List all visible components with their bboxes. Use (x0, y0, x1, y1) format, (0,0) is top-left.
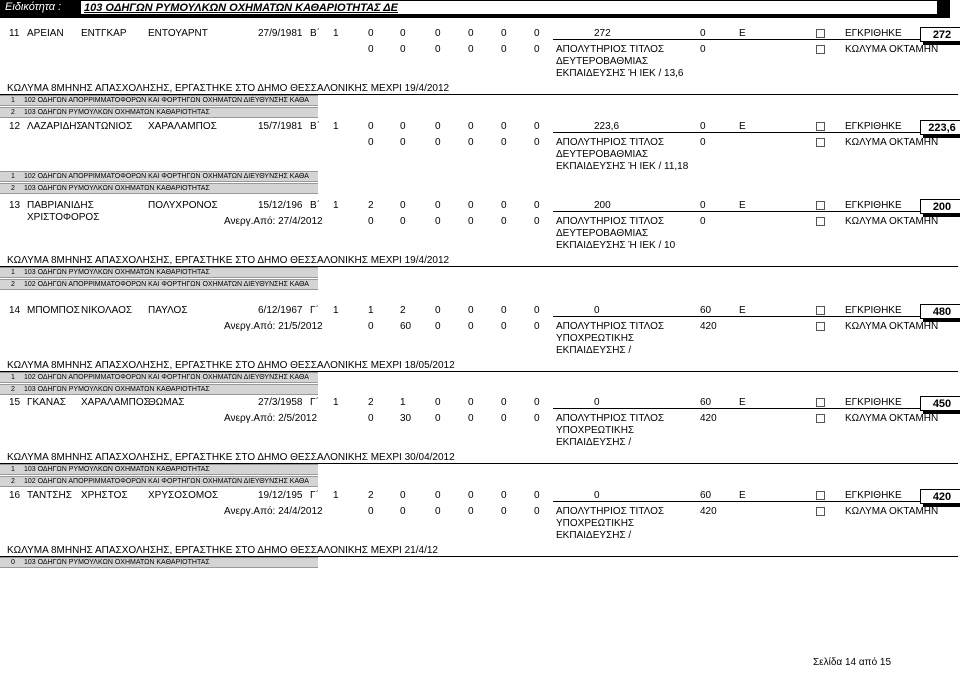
criteria-value: 0 (400, 121, 406, 132)
degree-title: ΕΚΠΑΙΔΕΥΣΗΣ / (556, 437, 632, 448)
father-name: ΧΑΡΑΛΑΜΠΟΣ (148, 121, 217, 132)
record-number: 14 (9, 305, 21, 316)
criteria-value: 0 (435, 216, 441, 227)
criteria-value: 2 (368, 490, 374, 501)
kolyma-status: ΚΩΛΥΜΑ ΟΚΤΑΜΗΝ (845, 413, 939, 424)
criteria-value: 0 (435, 28, 441, 39)
criteria-value: 1 (333, 28, 339, 39)
e-flag: Ε (739, 397, 746, 408)
criteria-value: 0 (435, 44, 441, 55)
criteria-value: 0 (400, 490, 406, 501)
experience-score: 60 (700, 305, 712, 316)
criteria-value: 2 (368, 200, 374, 211)
note: ΚΩΛΥΜΑ 8ΜΗΝΗΣ ΑΠΑΣΧΟΛΗΣΗΣ, ΕΡΓΑΣΤΗΚΕ ΣΤΟ ΔΗΜΟ ΘΕΣΣΑΛΟΝΙΚΗΣ ΜΕΧΡΙ 19/4/2012 (7, 83, 450, 94)
criteria-value: 0 (468, 413, 474, 424)
degree-title: ΑΠΟΛΥΤΗΡΙΟΣ ΤΙΤΛΟΣ (556, 216, 665, 227)
criteria-value: 0 (435, 397, 441, 408)
total-score: 223,6 (920, 120, 960, 135)
preference-number: 1 (11, 374, 15, 381)
note: ΚΩΛΥΜΑ 8ΜΗΝΗΣ ΑΠΑΣΧΟΛΗΣΗΣ, ΕΡΓΑΣΤΗΚΕ ΣΤΟ ΔΗΜΟ ΘΕΣΣΑΛΟΝΙΚΗΣ ΜΕΧΡΙ 19/4/2012 (7, 255, 450, 266)
score: 223,6 (594, 121, 620, 132)
checkbox (816, 322, 825, 331)
e-flag: Ε (739, 121, 746, 132)
criteria-value: 0 (534, 44, 540, 55)
unemployment-date: Ανεργ.Από: 21/5/2012 (224, 321, 323, 332)
degree-title: ΑΠΟΛΥΤΗΡΙΟΣ ΤΙΤΛΟΣ (556, 506, 665, 517)
criteria-value: 0 (501, 44, 507, 55)
note: ΚΩΛΥΜΑ 8ΜΗΝΗΣ ΑΠΑΣΧΟΛΗΣΗΣ, ΕΡΓΑΣΤΗΚΕ ΣΤΟ ΔΗΜΟ ΘΕΣΣΑΛΟΝΙΚΗΣ ΜΕΧΡΙ 30/04/2012 (7, 452, 455, 463)
criteria-value: 30 (400, 413, 412, 424)
experience-score: 60 (700, 490, 712, 501)
criteria-value: 0 (368, 121, 374, 132)
preference-specialty: 103 ΟΔΗΓΩΝ ΡΥΜΟΥΛΚΩΝ ΟΧΗΜΑΤΩΝ ΚΑΘΑΡΙΟΤΗΤΑΣ (24, 185, 210, 192)
preference-row (0, 464, 318, 475)
criteria-value: 0 (435, 137, 441, 148)
criteria-value: 60 (400, 321, 412, 332)
preference-specialty: 102 ΟΔΗΓΩΝ ΑΠΟΡΡΙΜΜΑΤΟΦΟΡΩΝ ΚΑΙ ΦΟΡΤΗΓΩΝ ΟΧΗΜΑΤΩΝ ΔΙΕΥΘΥΝΣΗΣ ΚΑΘΑ (24, 478, 309, 485)
criteria-value: 0 (534, 490, 540, 501)
preference-number: 2 (11, 281, 15, 288)
birth-date: 15/7/1981 (258, 121, 303, 132)
criteria-value: 1 (333, 121, 339, 132)
criteria-value: 0 (368, 413, 374, 424)
birth-date: 15/12/196 (258, 200, 303, 211)
status: ΕΓΚΡΙΘΗΚΕ (845, 305, 902, 316)
preference-specialty: 102 ΟΔΗΓΩΝ ΑΠΟΡΡΙΜΜΑΤΟΦΟΡΩΝ ΚΑΙ ΦΟΡΤΗΓΩΝ ΟΧΗΜΑΤΩΝ ΔΙΕΥΘΥΝΣΗΣ ΚΑΘΑ (24, 173, 309, 180)
score: 0 (594, 305, 600, 316)
preference-number: 0 (11, 559, 15, 566)
degree-title: ΔΕΥΤΕΡΟΒΑΘΜΙΑΣ (556, 149, 649, 160)
birth-date: 6/12/1967 (258, 305, 303, 316)
title-score: 420 (700, 413, 717, 424)
preference-specialty: 103 ΟΔΗΓΩΝ ΡΥΜΟΥΛΚΩΝ ΟΧΗΜΑΤΩΝ ΚΑΘΑΡΙΟΤΗΤΑΣ (24, 466, 210, 473)
experience-score: 0 (700, 121, 706, 132)
first-name: ΕΝΤΓΚΑΡ (81, 28, 127, 39)
unemployment-date: Ανεργ.Από: 2/5/2012 (224, 413, 318, 424)
degree-title: ΑΠΟΛΥΤΗΡΙΟΣ ΤΙΤΛΟΣ (556, 413, 665, 424)
record-number: 15 (9, 397, 21, 408)
criteria-value: 2 (368, 397, 374, 408)
criteria-value: 1 (333, 490, 339, 501)
father-name: ΠΑΥΛΟΣ (148, 305, 188, 316)
criteria-value: 0 (468, 506, 474, 517)
criteria-value: 0 (501, 490, 507, 501)
criteria-value: 0 (435, 121, 441, 132)
score: 200 (594, 200, 611, 211)
criteria-value: 0 (468, 305, 474, 316)
preference-number: 1 (11, 466, 15, 473)
score: 0 (594, 490, 600, 501)
checkbox (816, 414, 825, 423)
checkbox (816, 217, 825, 226)
kolyma-status: ΚΩΛΥΜΑ ΟΚΤΑΜΗΝ (845, 506, 939, 517)
checkbox (816, 45, 825, 54)
surname: ΠΑΒΡΙΑΝΙΔΗΣ (27, 200, 94, 211)
criteria-value: 2 (400, 305, 406, 316)
unemployment-date: Ανεργ.Από: 24/4/2012 (224, 506, 323, 517)
page-number: Σελίδα 14 από 15 (813, 657, 892, 668)
degree-title: ΑΠΟΛΥΤΗΡΙΟΣ ΤΙΤΛΟΣ (556, 44, 665, 55)
degree-title: ΑΠΟΛΥΤΗΡΙΟΣ ΤΙΤΛΟΣ (556, 321, 665, 332)
criteria-value: 0 (468, 200, 474, 211)
total-score: 450 (920, 396, 960, 411)
preference-row (0, 107, 318, 118)
criteria-value: 0 (368, 137, 374, 148)
degree-title: ΥΠΟΧΡΕΩΤΙΚΗΣ (556, 425, 635, 436)
criteria-value: 0 (501, 413, 507, 424)
birth-date: 27/3/1958 (258, 397, 303, 408)
criteria-value: 0 (368, 216, 374, 227)
e-flag: Ε (739, 28, 746, 39)
degree-title: ΔΕΥΤΕΡΟΒΑΘΜΙΑΣ (556, 56, 649, 67)
criteria-value: 0 (435, 321, 441, 332)
checkbox (816, 138, 825, 147)
criteria-value: 0 (534, 506, 540, 517)
preference-row (0, 476, 318, 487)
criteria-value: 0 (468, 28, 474, 39)
first-name: ΧΡΙΣΤΟΦΟΡΟΣ (27, 212, 100, 223)
preference-specialty: 103 ΟΔΗΓΩΝ ΡΥΜΟΥΛΚΩΝ ΟΧΗΜΑΤΩΝ ΚΑΘΑΡΙΟΤΗΤΑΣ (24, 559, 210, 566)
score: 272 (594, 28, 611, 39)
criteria-value: 0 (501, 506, 507, 517)
criteria-value: 0 (368, 506, 374, 517)
preference-specialty: 103 ΟΔΗΓΩΝ ΡΥΜΟΥΛΚΩΝ ΟΧΗΜΑΤΩΝ ΚΑΘΑΡΙΟΤΗΤΑΣ (24, 109, 210, 116)
preference-specialty: 102 ΟΔΗΓΩΝ ΑΠΟΡΡΙΜΜΑΤΟΦΟΡΩΝ ΚΑΙ ΦΟΡΤΗΓΩΝ ΟΧΗΜΑΤΩΝ ΔΙΕΥΘΥΝΣΗΣ ΚΑΘΑ (24, 374, 309, 381)
surname: ΜΠΟΜΠΟΣ (27, 305, 80, 316)
criteria-value: 0 (534, 305, 540, 316)
checkbox (816, 507, 825, 516)
checkbox (816, 122, 825, 131)
experience-score: 0 (700, 200, 706, 211)
criteria-value: 0 (501, 200, 507, 211)
record-number: 13 (9, 200, 21, 211)
record-number: 11 (9, 28, 20, 39)
kolyma-status: ΚΩΛΥΜΑ ΟΚΤΑΜΗΝ (845, 216, 939, 227)
surname: ΓΚΑΝΑΣ (27, 397, 66, 408)
title-score: 0 (700, 137, 706, 148)
first-name: ΧΡΗΣΤΟΣ (81, 490, 128, 501)
criteria-value: 0 (534, 200, 540, 211)
preference-specialty: 103 ΟΔΗΓΩΝ ΡΥΜΟΥΛΚΩΝ ΟΧΗΜΑΤΩΝ ΚΑΘΑΡΙΟΤΗΤΑΣ (24, 386, 210, 393)
checkbox (816, 306, 825, 315)
note: ΚΩΛΥΜΑ 8ΜΗΝΗΣ ΑΠΑΣΧΟΛΗΣΗΣ, ΕΡΓΑΣΤΗΚΕ ΣΤΟ ΔΗΜΟ ΘΕΣΣΑΛΟΝΙΚΗΣ ΜΕΧΡΙ 21/4/12 (7, 545, 438, 556)
criteria-value: 0 (400, 28, 406, 39)
birth-date: 19/12/195 (258, 490, 303, 501)
preference-number: 2 (11, 386, 15, 393)
preference-number: 1 (11, 269, 15, 276)
preference-row (0, 279, 318, 290)
criteria-value: 0 (400, 44, 406, 55)
first-name: ΝΙΚΟΛΑΟΣ (81, 305, 133, 316)
surname: ΛΑΖΑΡΙΔΗΣ (27, 121, 83, 132)
preference-row (0, 95, 318, 106)
title-score: 420 (700, 506, 717, 517)
preference-specialty: 102 ΟΔΗΓΩΝ ΑΠΟΡΡΙΜΜΑΤΟΦΟΡΩΝ ΚΑΙ ΦΟΡΤΗΓΩΝ ΟΧΗΜΑΤΩΝ ΔΙΕΥΘΥΝΣΗΣ ΚΑΘΑ (24, 281, 309, 288)
criteria-value: 0 (468, 321, 474, 332)
total-score: 420 (920, 489, 960, 504)
record-number: 12 (9, 121, 21, 132)
total-score: 272 (920, 27, 960, 42)
criteria-value: 0 (501, 321, 507, 332)
status: ΕΓΚΡΙΘΗΚΕ (845, 397, 902, 408)
birth-date: 27/9/1981 (258, 28, 303, 39)
criteria-value: 0 (468, 216, 474, 227)
checkbox (816, 491, 825, 500)
experience-score: 60 (700, 397, 712, 408)
kolyma-status: ΚΩΛΥΜΑ ΟΚΤΑΜΗΝ (845, 137, 939, 148)
specialty-value: 103 ΟΔΗΓΩΝ ΡΥΜΟΥΛΚΩΝ ΟΧΗΜΑΤΩΝ ΚΑΘΑΡΙΟΤΗΤΑΣ ΔΕ (80, 0, 938, 15)
category: Β΄ (310, 200, 320, 211)
criteria-value: 0 (534, 216, 540, 227)
degree-title: ΕΚΠΑΙΔΕΥΣΗΣ Ή ΙΕΚ / 10 (556, 240, 676, 251)
category: Γ΄ (310, 490, 319, 501)
criteria-value: 0 (368, 44, 374, 55)
specialty-label: Ειδικότητα : (5, 1, 62, 13)
preference-row (0, 267, 318, 278)
criteria-value: 0 (400, 216, 406, 227)
surname: ΤΑΝΤΣΗΣ (27, 490, 72, 501)
preference-number: 2 (11, 109, 15, 116)
first-name: ΑΝΤΩΝΙΟΣ (81, 121, 133, 132)
score: 0 (594, 397, 600, 408)
criteria-value: 0 (534, 28, 540, 39)
record-number: 16 (9, 490, 21, 501)
father-name: ΕΝΤΟΥΑΡΝΤ (148, 28, 208, 39)
criteria-value: 0 (435, 200, 441, 211)
checkbox (816, 29, 825, 38)
criteria-value: 1 (333, 397, 339, 408)
preference-row (0, 372, 318, 383)
criteria-value: 0 (368, 28, 374, 39)
status: ΕΓΚΡΙΘΗΚΕ (845, 28, 902, 39)
e-flag: Ε (739, 200, 746, 211)
preference-number: 2 (11, 185, 15, 192)
category: Γ΄ (310, 305, 319, 316)
degree-title: ΑΠΟΛΥΤΗΡΙΟΣ ΤΙΤΛΟΣ (556, 137, 665, 148)
criteria-value: 0 (534, 137, 540, 148)
criteria-value: 0 (501, 397, 507, 408)
status: ΕΓΚΡΙΘΗΚΕ (845, 200, 902, 211)
e-flag: Ε (739, 490, 746, 501)
degree-title: ΥΠΟΧΡΕΩΤΙΚΗΣ (556, 333, 635, 344)
criteria-value: 1 (333, 305, 339, 316)
surname: ΑΡΕΙΑΝ (27, 28, 64, 39)
criteria-value: 0 (468, 121, 474, 132)
preference-specialty: 103 ΟΔΗΓΩΝ ΡΥΜΟΥΛΚΩΝ ΟΧΗΜΑΤΩΝ ΚΑΘΑΡΙΟΤΗΤΑΣ (24, 269, 210, 276)
preference-row (0, 183, 318, 194)
criteria-value: 0 (501, 305, 507, 316)
category: Β΄ (310, 121, 320, 132)
criteria-value: 0 (501, 216, 507, 227)
criteria-value: 1 (368, 305, 374, 316)
unemployment-date: Ανεργ.Από: 27/4/2012 (224, 216, 323, 227)
status: ΕΓΚΡΙΘΗΚΕ (845, 490, 902, 501)
preference-row (0, 171, 318, 182)
criteria-value: 0 (435, 305, 441, 316)
criteria-value: 0 (534, 121, 540, 132)
degree-title: ΕΚΠΑΙΔΕΥΣΗΣ Ή ΙΕΚ / 11,18 (556, 161, 689, 172)
criteria-value: 1 (400, 397, 406, 408)
preference-number: 1 (11, 173, 15, 180)
degree-title: ΔΕΥΤΕΡΟΒΑΘΜΙΑΣ (556, 228, 649, 239)
criteria-value: 0 (400, 200, 406, 211)
degree-title: ΕΚΠΑΙΔΕΥΣΗΣ / (556, 345, 632, 356)
category: Γ΄ (310, 397, 319, 408)
criteria-value: 0 (534, 397, 540, 408)
total-score: 480 (920, 304, 960, 319)
category: Β΄ (310, 28, 320, 39)
preference-number: 2 (11, 478, 15, 485)
experience-score: 0 (700, 28, 706, 39)
status: ΕΓΚΡΙΘΗΚΕ (845, 121, 902, 132)
criteria-value: 0 (501, 121, 507, 132)
criteria-value: 0 (435, 490, 441, 501)
criteria-value: 0 (468, 397, 474, 408)
total-score: 200 (920, 199, 960, 214)
degree-title: ΕΚΠΑΙΔΕΥΣΗΣ / (556, 530, 632, 541)
title-score: 420 (700, 321, 717, 332)
criteria-value: 0 (534, 413, 540, 424)
preference-row (0, 384, 318, 395)
criteria-value: 0 (368, 321, 374, 332)
checkbox (816, 398, 825, 407)
criteria-value: 0 (534, 321, 540, 332)
title-score: 0 (700, 216, 706, 227)
father-name: ΘΩΜΑΣ (148, 397, 185, 408)
criteria-value: 0 (468, 490, 474, 501)
degree-title: ΕΚΠΑΙΔΕΥΣΗΣ Ή ΙΕΚ / 13,6 (556, 68, 684, 79)
preference-number: 1 (11, 97, 15, 104)
criteria-value: 0 (435, 413, 441, 424)
title-score: 0 (700, 44, 706, 55)
checkbox (816, 201, 825, 210)
kolyma-status: ΚΩΛΥΜΑ ΟΚΤΑΜΗΝ (845, 44, 939, 55)
degree-title: ΥΠΟΧΡΕΩΤΙΚΗΣ (556, 518, 635, 529)
preference-specialty: 102 ΟΔΗΓΩΝ ΑΠΟΡΡΙΜΜΑΤΟΦΟΡΩΝ ΚΑΙ ΦΟΡΤΗΓΩΝ ΟΧΗΜΑΤΩΝ ΔΙΕΥΘΥΝΣΗΣ ΚΑΘΑ (24, 97, 309, 104)
criteria-value: 0 (400, 506, 406, 517)
criteria-value: 0 (468, 44, 474, 55)
father-name: ΠΟΛΥΧΡΟΝΟΣ (148, 200, 218, 211)
note: ΚΩΛΥΜΑ 8ΜΗΝΗΣ ΑΠΑΣΧΟΛΗΣΗΣ, ΕΡΓΑΣΤΗΚΕ ΣΤΟ ΔΗΜΟ ΘΕΣΣΑΛΟΝΙΚΗΣ ΜΕΧΡΙ 18/05/2012 (7, 360, 455, 371)
criteria-value: 0 (501, 137, 507, 148)
preference-row (0, 557, 318, 568)
first-name: ΧΑΡΑΛΑΜΠΟΣ (81, 397, 150, 408)
e-flag: Ε (739, 305, 746, 316)
criteria-value: 0 (400, 137, 406, 148)
criteria-value: 1 (333, 200, 339, 211)
criteria-value: 0 (501, 28, 507, 39)
criteria-value: 0 (435, 506, 441, 517)
criteria-value: 0 (468, 137, 474, 148)
father-name: ΧΡΥΣΟΣΟΜΟΣ (148, 490, 219, 501)
kolyma-status: ΚΩΛΥΜΑ ΟΚΤΑΜΗΝ (845, 321, 939, 332)
